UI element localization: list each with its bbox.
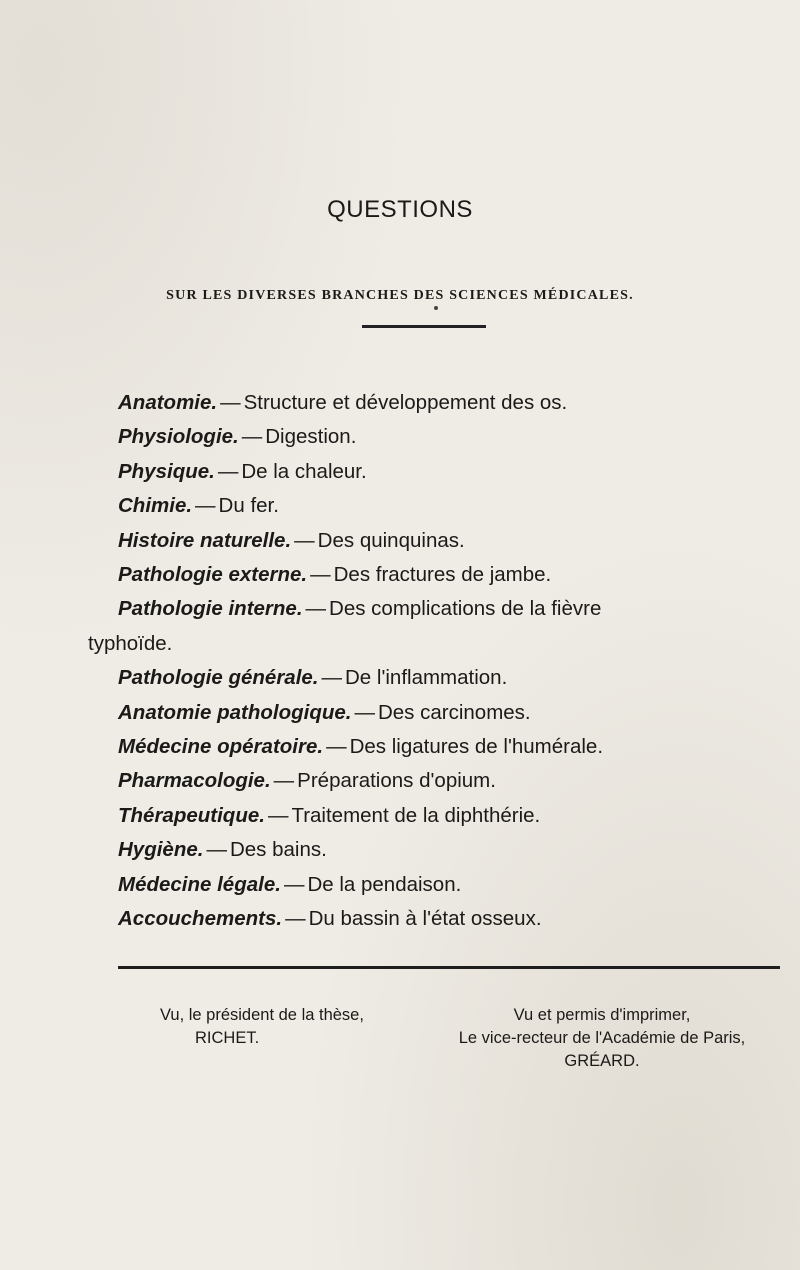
title-divider — [362, 325, 486, 328]
question-item — [118, 420, 778, 454]
question-branch: Histoire naturelle. — [118, 528, 292, 552]
question-branch: Pharmacologie. — [118, 769, 271, 793]
question-item — [118, 730, 778, 764]
signature-president-name: RICHET. — [195, 1029, 260, 1047]
question-branch: Chimie. — [118, 494, 193, 518]
question-branch: Thérapeutique. — [118, 803, 265, 827]
question-topic: Des ligatures de l'humérale. — [349, 735, 604, 759]
page-subtitle: SUR LES DIVERSES BRANCHES DES SCIENCES MÉDICALES. — [166, 288, 634, 303]
question-topic: Des complications de la fièvre — [329, 597, 602, 621]
signature-president — [160, 1004, 460, 1050]
signature-vice-rector-name: GRÉARD. — [564, 1052, 640, 1070]
question-topic-continuation: typhoïde. — [88, 631, 173, 655]
question-branch: Pathologie externe. — [118, 563, 308, 587]
question-item — [118, 764, 778, 798]
question-topic: De l'inflammation. — [345, 666, 508, 690]
question-item — [118, 524, 778, 558]
question-branch: Pathologie interne. — [118, 597, 303, 621]
question-topic: Du fer. — [218, 494, 279, 518]
question-item — [118, 799, 778, 833]
question-separator: — — [283, 872, 305, 896]
ornament-dot — [434, 306, 438, 310]
question-branch: Accouchements. — [118, 907, 283, 931]
question-separator: — — [220, 391, 241, 414]
question-separator: — — [354, 700, 375, 724]
question-item — [118, 455, 778, 489]
question-topic: Du bassin à l'état osseux. — [308, 907, 542, 931]
question-topic: Des fractures de jambe. — [333, 563, 552, 587]
question-branch: Médecine légale. — [118, 872, 281, 896]
question-topic: De la chaleur. — [241, 459, 367, 483]
page-title: QUESTIONS — [327, 196, 473, 223]
question-separator: — — [206, 838, 227, 862]
questions-list — [88, 386, 778, 937]
signature-vice-rector-line1: Vu et permis d'imprimer, — [513, 1006, 691, 1024]
question-separator: — — [305, 597, 327, 621]
question-item — [118, 833, 778, 867]
section-divider — [118, 966, 780, 969]
question-topic: Structure et développement des os. — [243, 391, 568, 414]
question-separator: — — [217, 459, 239, 483]
question-item — [88, 592, 778, 661]
signature-vice-rector-line2: Le vice-recteur de l'Académie de Paris, — [458, 1029, 746, 1047]
question-branch: Médecine opératoire. — [118, 735, 324, 759]
question-item — [118, 489, 778, 523]
question-separator: — — [195, 494, 216, 518]
question-item — [118, 902, 778, 936]
question-separator: — — [285, 907, 306, 931]
question-item — [118, 386, 778, 420]
question-item — [118, 661, 778, 695]
question-topic: Des carcinomes. — [377, 700, 531, 724]
question-topic: De la pendaison. — [307, 872, 462, 896]
question-topic: Des quinquinas. — [317, 528, 465, 552]
question-separator: — — [273, 769, 295, 793]
question-topic: Digestion. — [265, 425, 357, 449]
question-separator: — — [321, 666, 342, 690]
question-branch: Physiologie. — [118, 425, 239, 449]
question-branch: Anatomie. — [118, 391, 218, 414]
question-separator: — — [326, 735, 347, 759]
question-branch: Physique. — [118, 459, 215, 483]
question-topic: Traitement de la diphthérie. — [291, 803, 541, 827]
question-separator: — — [241, 425, 263, 449]
question-branch: Hygiène. — [118, 838, 204, 862]
question-topic: Des bains. — [229, 838, 327, 862]
question-separator: — — [294, 528, 315, 552]
question-separator: — — [310, 563, 331, 587]
question-item — [118, 696, 778, 730]
question-item — [118, 558, 778, 592]
question-branch: Pathologie générale. — [118, 666, 319, 690]
signature-president-line: Vu, le président de la thèse, — [160, 1006, 364, 1024]
question-topic: Préparations d'opium. — [297, 769, 496, 793]
question-branch: Anatomie pathologique. — [118, 700, 352, 724]
question-item — [118, 868, 778, 902]
question-separator: — — [267, 803, 289, 827]
signature-vice-rector — [416, 1004, 788, 1073]
